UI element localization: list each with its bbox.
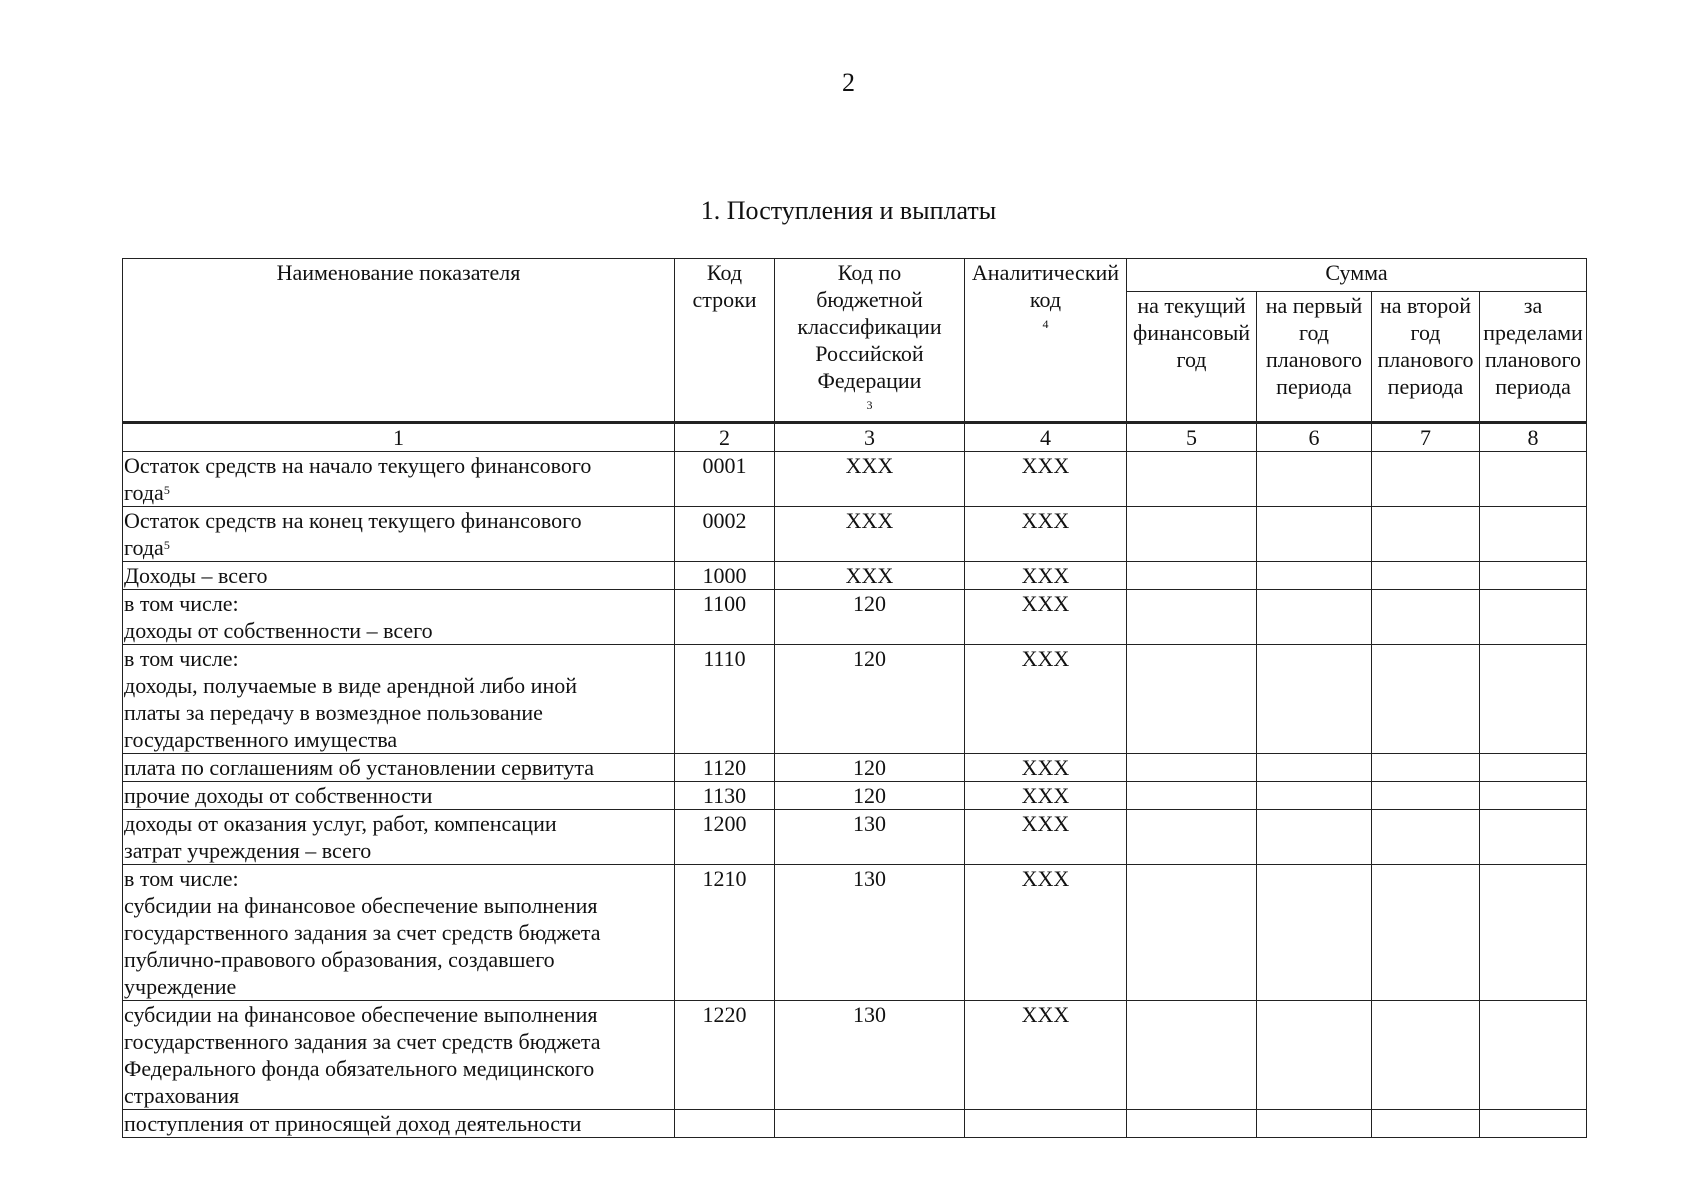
- column-number-row: [123, 423, 1587, 452]
- sum-cell[interactable]: [1257, 1110, 1372, 1138]
- row-name: Доходы – всего: [123, 562, 675, 590]
- row-name: субсидии на финансовое обеспечение выполнения государственного задания за счет средств бюджета Федерального фонда обязательного медицинского страхования: [123, 1001, 675, 1110]
- analytic-code: ХХХ: [965, 452, 1127, 507]
- sum-cell[interactable]: [1257, 865, 1372, 1001]
- row-code: 0001: [675, 452, 775, 507]
- table-row: [123, 1001, 1587, 1110]
- budget-class-code: 120: [775, 645, 965, 754]
- row-code: 1220: [675, 1001, 775, 1110]
- header-sum-beyond-plan: за пределами планового периода: [1480, 292, 1587, 423]
- row-name: в том числе: субсидии на финансовое обеспечение выполнения государственного задания за счет средств бюджета публично-правового образования, создавшего учреждение: [123, 865, 675, 1001]
- sum-cell[interactable]: [1372, 645, 1480, 754]
- sum-cell[interactable]: [1127, 590, 1257, 645]
- header-name: Наименование показателя: [123, 259, 675, 423]
- budget-class-code: [775, 1110, 965, 1138]
- header-analytic-code: Аналитический код $^4$: [965, 259, 1127, 423]
- row-code: 1210: [675, 865, 775, 1001]
- row-name: прочие доходы от собственности: [123, 782, 675, 810]
- analytic-code: ХХХ: [965, 562, 1127, 590]
- row-code: 1000: [675, 562, 775, 590]
- sum-cell[interactable]: [1372, 507, 1480, 562]
- sum-cell[interactable]: [1257, 754, 1372, 782]
- sum-cell[interactable]: [1372, 865, 1480, 1001]
- table-row: [123, 645, 1587, 754]
- budget-class-code: ХХХ: [775, 507, 965, 562]
- table-row: [123, 810, 1587, 865]
- table-row: [123, 562, 1587, 590]
- sum-cell[interactable]: [1127, 782, 1257, 810]
- footnote-5: 5: [163, 538, 170, 552]
- sum-cell[interactable]: [1127, 810, 1257, 865]
- table-body: [123, 452, 1587, 1138]
- sum-cell[interactable]: [1480, 810, 1587, 865]
- sum-cell[interactable]: [1480, 865, 1587, 1001]
- row-name: плата по соглашениям об установлении сервитута: [123, 754, 675, 782]
- sum-cell[interactable]: [1480, 507, 1587, 562]
- sum-cell[interactable]: [1480, 1110, 1587, 1138]
- row-code: 1130: [675, 782, 775, 810]
- row-name: доходы от оказания услуг, работ, компенсации затрат учреждения – всего: [123, 810, 675, 865]
- sum-cell[interactable]: [1257, 507, 1372, 562]
- sum-cell[interactable]: [1372, 810, 1480, 865]
- sum-cell[interactable]: [1372, 1001, 1480, 1110]
- row-code: 1120: [675, 754, 775, 782]
- sum-cell[interactable]: [1257, 590, 1372, 645]
- budget-class-code: 130: [775, 1001, 965, 1110]
- sum-cell[interactable]: [1127, 1001, 1257, 1110]
- sum-cell[interactable]: [1480, 782, 1587, 810]
- sum-cell[interactable]: [1127, 754, 1257, 782]
- analytic-code: ХХХ: [965, 1001, 1127, 1110]
- analytic-code: ХХХ: [965, 507, 1127, 562]
- header-budget-code: Код по бюджетной классификации Российской Федерации $^3$: [775, 259, 965, 423]
- sum-cell[interactable]: [1372, 452, 1480, 507]
- table-row: [123, 507, 1587, 562]
- sum-cell[interactable]: [1372, 782, 1480, 810]
- sum-cell[interactable]: [1480, 754, 1587, 782]
- header-row-1: [123, 259, 1587, 292]
- analytic-code: ХХХ: [965, 754, 1127, 782]
- column-number: 6: [1257, 423, 1372, 452]
- analytic-code: ХХХ: [965, 645, 1127, 754]
- budget-class-code: 120: [775, 782, 965, 810]
- page-number: 2: [842, 68, 855, 97]
- table-row: [123, 754, 1587, 782]
- row-code: 1200: [675, 810, 775, 865]
- table-row: [123, 865, 1587, 1001]
- analytic-code: ХХХ: [965, 590, 1127, 645]
- row-code: 1110: [675, 645, 775, 754]
- row-name: Остаток средств на начало текущего финансового года$^5$: [123, 452, 675, 507]
- budget-class-code: 130: [775, 865, 965, 1001]
- sum-cell[interactable]: [1480, 562, 1587, 590]
- table-row: [123, 1110, 1587, 1138]
- column-number: 3: [775, 423, 965, 452]
- sum-cell[interactable]: [1480, 645, 1587, 754]
- sum-cell[interactable]: [1372, 1110, 1480, 1138]
- income-payments-table: [122, 258, 1587, 1138]
- analytic-code: ХХХ: [965, 782, 1127, 810]
- sum-cell[interactable]: [1127, 645, 1257, 754]
- sum-cell[interactable]: [1257, 562, 1372, 590]
- column-number: 5: [1127, 423, 1257, 452]
- footnote-5: 5: [163, 483, 170, 497]
- sum-cell[interactable]: [1480, 1001, 1587, 1110]
- sum-cell[interactable]: [1372, 754, 1480, 782]
- sum-cell[interactable]: [1257, 782, 1372, 810]
- section-title: 1. Поступления и выплаты: [700, 196, 997, 225]
- row-name: Остаток средств на конец текущего финансового года$^5$: [123, 507, 675, 562]
- sum-cell[interactable]: [1127, 452, 1257, 507]
- header-sum-first-plan-year: на первый год планового периода: [1257, 292, 1372, 423]
- header-sum-second-plan-year: на второй год планового периода: [1372, 292, 1480, 423]
- sum-cell[interactable]: [1127, 507, 1257, 562]
- sum-cell[interactable]: [1372, 562, 1480, 590]
- table-row: [123, 782, 1587, 810]
- column-number: 7: [1372, 423, 1480, 452]
- sum-cell[interactable]: [1127, 865, 1257, 1001]
- row-name: поступления от приносящей доход деятельности: [123, 1110, 675, 1138]
- row-code: [675, 1110, 775, 1138]
- row-name: в том числе: доходы от собственности – всего: [123, 590, 675, 645]
- analytic-code: ХХХ: [965, 810, 1127, 865]
- column-number: 8: [1480, 423, 1587, 452]
- sum-cell[interactable]: [1372, 590, 1480, 645]
- budget-class-code: ХХХ: [775, 452, 965, 507]
- column-number: 4: [965, 423, 1127, 452]
- row-code: 0002: [675, 507, 775, 562]
- analytic-code: [965, 1110, 1127, 1138]
- budget-class-code: ХХХ: [775, 562, 965, 590]
- sum-cell[interactable]: [1257, 810, 1372, 865]
- header-sum: Сумма: [1127, 259, 1587, 292]
- header-sum-current-year: на текущий финансовый год: [1127, 292, 1257, 423]
- header-row-code: Код строки: [675, 259, 775, 423]
- analytic-code: ХХХ: [965, 865, 1127, 1001]
- row-name: в том числе: доходы, получаемые в виде арендной либо иной платы за передачу в возмездное пользование государственного имущества: [123, 645, 675, 754]
- sum-cell[interactable]: [1127, 1110, 1257, 1138]
- sum-cell[interactable]: [1257, 1001, 1372, 1110]
- budget-class-code: 120: [775, 590, 965, 645]
- row-code: 1100: [675, 590, 775, 645]
- column-number: 2: [675, 423, 775, 452]
- sum-cell[interactable]: [1480, 590, 1587, 645]
- table-row: [123, 590, 1587, 645]
- column-number: 1: [123, 423, 675, 452]
- sum-cell[interactable]: [1127, 562, 1257, 590]
- sum-cell[interactable]: [1480, 452, 1587, 507]
- sum-cell[interactable]: [1257, 452, 1372, 507]
- footnote-3: 3: [866, 398, 873, 412]
- table-row: [123, 452, 1587, 507]
- budget-class-code: 130: [775, 810, 965, 865]
- sum-cell[interactable]: [1257, 645, 1372, 754]
- budget-class-code: 120: [775, 754, 965, 782]
- footnote-4: 4: [1042, 317, 1049, 331]
